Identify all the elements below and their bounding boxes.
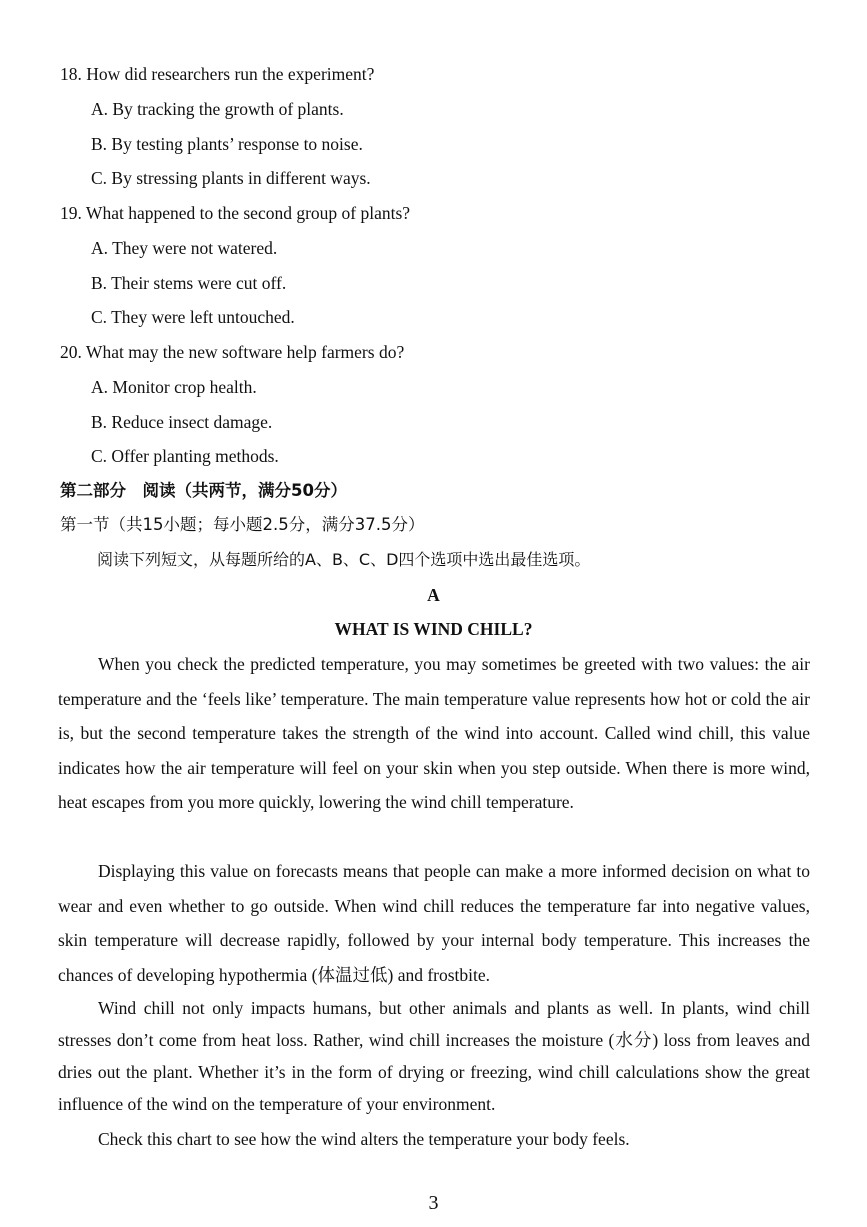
passage-paragraph-4: Check this chart to see how the wind alters the temperature your body feels. bbox=[98, 1129, 630, 1149]
question-19-stem: 19. What happened to the second group of plants? bbox=[60, 203, 411, 223]
section-heading: 第一节（共15小题；每小题2.5分，满分37.5分） bbox=[60, 515, 425, 534]
question-19-option-b: B. Their stems were cut off. bbox=[91, 273, 287, 293]
passage-paragraph-2: Displaying this value on forecasts means that people can make a more informed decision on what to wear and even whether to go outside. When wind chill reduces the temperature far into negative values, skin temperature will decrease rapidly, followed by your internal body temperature. This increases the chances of developing hypothermia (体温过低) and frostbite. bbox=[58, 861, 810, 985]
question-19-option-c: C. They were left untouched. bbox=[91, 307, 295, 327]
passage-paragraph-1: When you check the predicted temperature, you may sometimes be greeted with two values: the air temperature and the ‘feels like’ temperature. The main temperature value represents how hot or cold the air is, but the second temperature takes the strength of the wind into account. Called wind chill, this value indicates how the air temperature will feel on your skin when you step outside. When there is more wind, heat escapes from you more quickly, lowering the wind chill temperature. bbox=[58, 654, 810, 813]
question-18-option-a: A. By tracking the growth of plants. bbox=[91, 99, 344, 119]
part-heading: 第二部分 阅读（共两节，满分50分） bbox=[60, 481, 347, 500]
passage-label: A bbox=[427, 585, 440, 605]
question-18-stem: 18. How did researchers run the experiment? bbox=[60, 64, 375, 84]
question-20-stem: 20. What may the new software help farmers do? bbox=[60, 342, 405, 362]
page-number: 3 bbox=[428, 1192, 439, 1214]
question-20-option-b: B. Reduce insect damage. bbox=[91, 412, 273, 432]
question-20-option-a: A. Monitor crop health. bbox=[91, 377, 257, 397]
question-20-option-c: C. Offer planting methods. bbox=[91, 446, 279, 466]
question-19-option-a: A. They were not watered. bbox=[91, 238, 278, 258]
reading-instruction: 阅读下列短文，从每题所给的A、B、C、D四个选项中选出最佳选项。 bbox=[97, 550, 591, 569]
question-18-option-c: C. By stressing plants in different ways. bbox=[91, 168, 371, 188]
question-18-option-b: B. By testing plants’ response to noise. bbox=[91, 134, 363, 154]
passage-title: WHAT IS WIND CHILL? bbox=[334, 619, 533, 639]
passage-paragraph-3: Wind chill not only impacts humans, but other animals and plants as well. In plants, wind chill stresses don’t come from heat loss. Rather, wind chill increases the moisture (水分) loss from leaves and dries out the plant. Whether it’s in the form of drying or freezing, wind chill calculations show the great influence of the wind on the temperature of your environment. bbox=[58, 998, 810, 1114]
